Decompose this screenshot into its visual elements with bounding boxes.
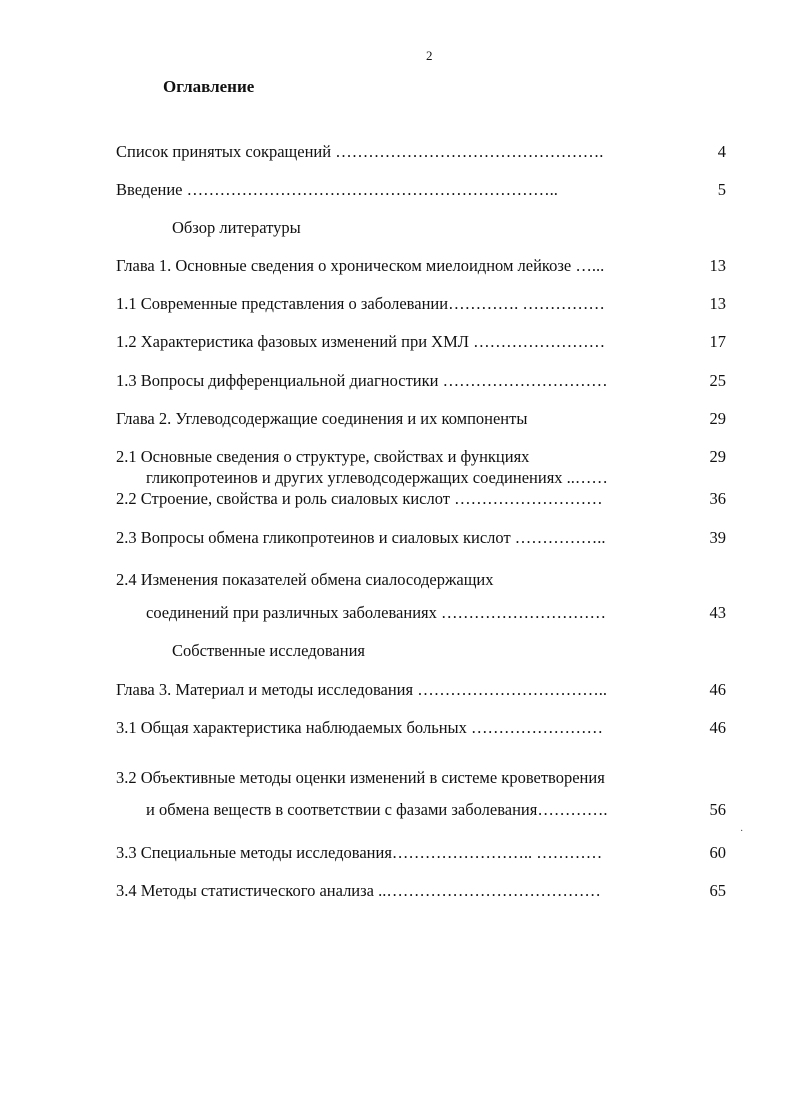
section-heading-own-research: Собственные исследования [172, 641, 366, 660]
toc-entry-text: соединений при различных заболеваниях [146, 603, 442, 622]
toc-entry-text: 3.3 Специальные методы исследования [116, 843, 392, 862]
toc-entry-text: 1.3 Вопросы дифференциальной диагностики [116, 371, 443, 390]
toc-entry-text: и обмена веществ в соответствии с фазами заболевания [146, 800, 538, 819]
toc-entry-text: Глава 3. Материал и методы исследования [116, 680, 418, 699]
toc-entry-text: гликопротеинов и других углеводсодержащих соединениях [146, 468, 567, 487]
toc-entry-text: Введение [116, 180, 187, 199]
toc-entry-text: Глава 1. Основные сведения о хроническом миелоидном лейкозе [116, 256, 576, 275]
toc-leader: …………….. [514, 528, 606, 547]
toc-entry-chapter-3[interactable] [116, 680, 607, 699]
toc-page-number: 46 [709, 718, 726, 737]
toc-page-number: 13 [709, 256, 726, 275]
toc-entry-introduction[interactable] [116, 180, 558, 199]
toc-page-number: 29 [709, 447, 726, 466]
toc-leader: …………. [537, 800, 608, 819]
toc-leader: …………………………….. [417, 680, 607, 699]
section-heading-review: Обзор литературы [172, 218, 301, 237]
toc-leader: ……………………… [454, 489, 603, 508]
page-number: 2 [426, 48, 433, 63]
toc-entry-text: 1.2 Характеристика фазовых изменений при ХМЛ [116, 332, 474, 351]
toc-page-number: 56 [709, 800, 726, 819]
toc-page-number: 39 [709, 528, 726, 547]
toc-entry-3-1[interactable] [116, 718, 603, 737]
toc-leader: ………………………… [441, 603, 607, 622]
toc-entry-text: 2.3 Вопросы обмена гликопротеинов и сиаловых кислот [116, 528, 515, 547]
toc-entry-2-1[interactable] [146, 468, 608, 487]
toc-entry-2-1-line1[interactable]: 2.1 Основные сведения о структуре, свойствах и функциях [116, 447, 530, 466]
toc-page-number: 60 [709, 843, 726, 862]
toc-leader: …………………… [471, 718, 604, 737]
toc-page-number: 5 [717, 180, 726, 199]
toc-page-number: 43 [709, 603, 726, 622]
toc-entry-1-1[interactable] [116, 294, 605, 313]
toc-leader: ..…… [566, 468, 608, 487]
toc-entry-text: Глава 2. Углеводсодержащие соединения и их компоненты [116, 409, 528, 428]
toc-entry-text: 3.4 Методы статистического анализа [116, 881, 379, 900]
toc-page-number: 13 [709, 294, 726, 313]
toc-leader: …………. …………… [448, 294, 605, 313]
toc-leader: ………………………… [442, 371, 608, 390]
toc-leader: ..………………………………… [378, 881, 601, 900]
toc-page-number: 65 [709, 881, 726, 900]
toc-entry-text: 1.1 Современные представления о заболевании [116, 294, 449, 313]
toc-entry-3-3[interactable] [116, 843, 602, 862]
toc-page-number: 36 [709, 489, 726, 508]
toc-entry-text: Список принятых сокращений [116, 142, 336, 161]
scan-speck: · [740, 826, 744, 837]
toc-entry-1-2[interactable] [116, 332, 605, 351]
toc-leader: …………………… [473, 332, 606, 351]
toc-entry-3-4[interactable] [116, 881, 601, 900]
toc-leader: ………………………………………………………….. [186, 180, 558, 199]
toc-entry-3-2-line1[interactable]: 3.2 Объективные методы оценки изменений в системе кроветворения [116, 768, 605, 787]
toc-entry-3-2[interactable] [146, 800, 607, 819]
toc-entry-2-2[interactable] [116, 489, 603, 508]
toc-page-number: 29 [709, 409, 726, 428]
toc-entry-chapter-1[interactable] [116, 256, 604, 275]
toc-entry-text: 3.1 Общая характеристика наблюдаемых больных [116, 718, 472, 737]
toc-entry-2-3[interactable] [116, 528, 606, 547]
toc-entry-2-4-line1[interactable]: 2.4 Изменения показателей обмена сиалосодержащих [116, 570, 494, 589]
toc-leader: …………………………………………. [335, 142, 604, 161]
toc-page-number: 46 [709, 680, 726, 699]
toc-leader: …………………….. ………… [391, 843, 603, 862]
toc-entry-chapter-2[interactable] [116, 409, 527, 428]
toc-title: Оглавление [163, 77, 255, 96]
toc-entry-text: 2.2 Строение, свойства и роль сиаловых кислот [116, 489, 455, 508]
toc-entry-1-3[interactable] [116, 371, 608, 390]
toc-entry-abbreviations[interactable] [116, 142, 603, 161]
toc-page-number: 17 [709, 332, 726, 351]
toc-entry-2-4[interactable] [146, 603, 606, 622]
toc-page-number: 4 [717, 142, 726, 161]
toc-leader: …... [575, 256, 605, 275]
toc-page-number: 25 [709, 371, 726, 390]
